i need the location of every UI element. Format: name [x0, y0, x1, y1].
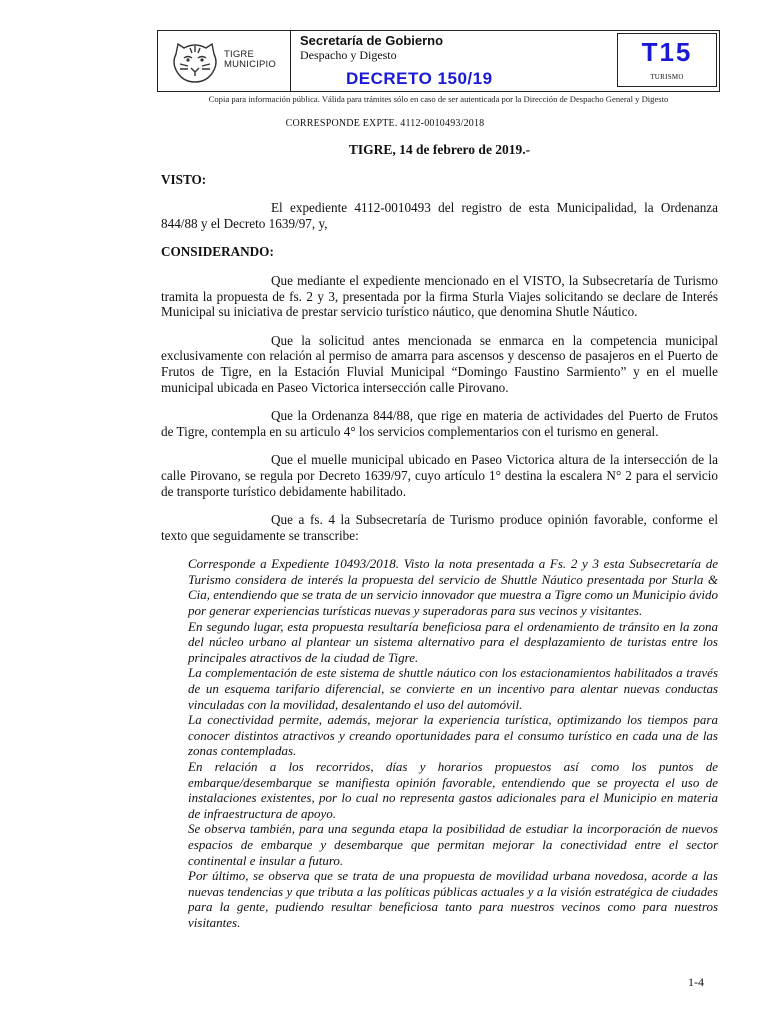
considerando-paragraph-4: Que el muelle municipal ubicado en Paseo Victorica altura de la intersección de la calle Pirovano, se regula por Decreto 1639/97, cuyo artículo 1° destina la escalera N° 2 para el servicio de transporte turístico debidamente habilitado.	[161, 452, 718, 499]
quote-paragraph-3: La complementación de este sistema de shuttle náutico con los estacionamientos habilitados a través de un esquema tarifario diferencial, se convierte en un incentivo para alentar nuevas conductas vinculadas con la movilidad, desalentando el uso del automóvil.	[188, 665, 718, 712]
logo-text-line1: TIGRE	[224, 49, 255, 60]
considerando-paragraph-5: Que a fs. 4 la Subsecretaría de Turismo produce opinión favorable, conforme el texto que seguidamente se transcribe:	[161, 512, 718, 543]
header-title-block	[290, 31, 612, 91]
category-code-box	[617, 33, 717, 87]
tiger-head-icon	[170, 38, 220, 84]
category-code: T15	[641, 37, 693, 67]
visto-heading: VISTO:	[161, 171, 207, 187]
municipal-logo	[158, 31, 291, 91]
document-header	[157, 30, 720, 92]
office-title: Secretaría de Gobierno	[300, 33, 444, 48]
file-reference: CORRESPONDE EXPTE. 4112-0010493/2018	[285, 118, 485, 129]
transcribed-opinion	[188, 556, 718, 930]
decree-number: DECRETO 150/19	[346, 69, 493, 88]
place-date: TIGRE, 14 de febrero de 2019.-	[348, 142, 531, 157]
considerando-paragraph-1: Que mediante el expediente mencionado en el VISTO, la Subsecretaría de Turismo tramita la propuesta de fs. 2 y 3, presentada por la firma Sturla Viajes solicitando se declare de Interés Municipal su iniciativa de prestar servicio turístico náutico, que denomina Shutle Náutico.	[161, 272, 718, 320]
logo-text	[224, 50, 276, 70]
document-body	[161, 142, 718, 931]
quote-paragraph-4: La conectividad permite, además, mejorar la experiencia turística, optimizando los tiempos para conocer distintos atractivos y creando oportunidades para el consumo turístico en cada una de las zonas contempladas.	[188, 712, 718, 759]
quote-paragraph-1: Corresponde a Expediente 10493/2018. Visto la nota presentada a Fs. 2 y 3 esta Subsecretaría de Turismo considera de interés la propuesta del servicio de Shuttle Náutico presentada por Sturla & Cia, entendiendo que se trata de un servicio innovador que muestra a Tigre como un Municipio ávido por generar experiencias turísticas nuevas y superadoras para sus vecinos y visitantes.	[188, 556, 718, 619]
category-label: TURISMO	[650, 73, 684, 81]
page-number: 1-4	[688, 975, 704, 989]
visto-paragraph: El expediente 4112-0010493 del registro de esta Municipalidad, la Ordenanza 844/88 y el Decreto 1639/97, y,	[161, 200, 718, 231]
department-subtitle: Despacho y Digesto	[300, 48, 397, 62]
copy-disclaimer: Copia para información pública. Válida para trámites sólo en caso de ser autenticada por la Dirección de Despacho General y Digesto	[208, 94, 669, 104]
quote-paragraph-7: Por último, se observa que se trata de una propuesta de movilidad urbana novedosa, acorde a las nuevas tendencias y que tributa a las políticas públicas actuales y a la visión estratégica de ciudades para la gente, pudiendo resultar beneficiosa tanto para nuestros vecinos como para nuestros visitantes.	[188, 868, 718, 930]
considerando-paragraph-3: Que la Ordenanza 844/88, que rige en materia de actividades del Puerto de Frutos de Tigre, contempla en su articulo 4° los servicios complementarios con el turismo en general.	[161, 408, 718, 439]
considerando-paragraph-2: Que la solicitud antes mencionada se enmarca en la competencia municipal exclusivamente con relación al permiso de amarra para ascensos y descenso de pasajeros en el Puerto de Frutos de Tigre, en la Estación Fluvial Municipal “Domingo Faustino Sarmiento” y en el muelle municipal ubicada en Paseo Victorica intersección calle Pirovano.	[161, 332, 718, 395]
quote-paragraph-2: En segundo lugar, esta propuesta resultaría beneficiosa para el ordenamiento de tránsito en la zona del núcleo urbano al plantear un sistema alternativo para el desplazamiento de turistas entre los principales atractivos de la ciudad de Tigre.	[188, 618, 718, 665]
considerando-heading: CONSIDERANDO:	[161, 244, 274, 260]
logo-text-line2: MUNICIPIO	[224, 59, 276, 70]
quote-paragraph-6: Se observa también, para una segunda etapa la posibilidad de estudiar la incorporación de nuevos espacios de embarque y desembarque que permitan mejorar la conectividad entre el sector continental e insular a futuro.	[188, 821, 718, 868]
quote-paragraph-5: En relación a los recorridos, días y horarios propuestos así como los puntos de embarque/desembarque se manifiesta opinión favorable, entendiendo que se proyecta el uso de instalaciones existentes, por lo cual no representa gastos adicionales para el Municipio en materia de infraestructura de apoyo.	[188, 759, 718, 821]
